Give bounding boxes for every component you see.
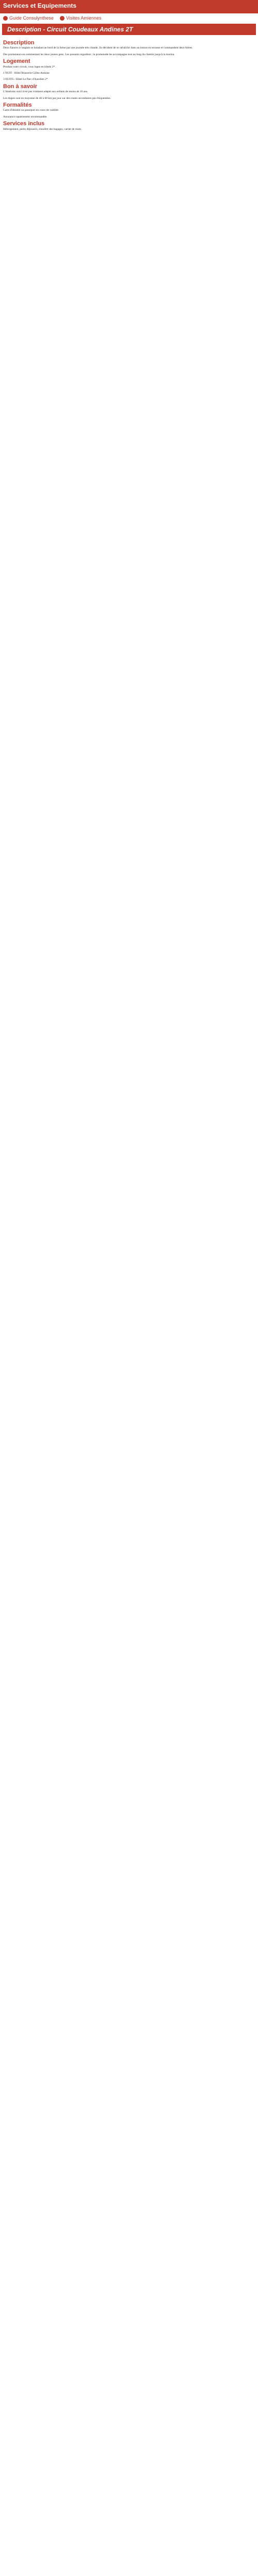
paragraph: 1 NUIT - Hôtel Brasserie Gilles-Antoine [3,72,50,75]
top-bar [0,0,258,13]
paragraph: Assurance rapatriement recommandée. [3,115,47,118]
paragraph: Des promeneurs en commentant les deux jeunes gens. Les passants regardent ; la promenade les accompagne tout au long du chemin jusqu'à la marina. [3,53,175,56]
nav-label: Guide Consulynthese [9,15,54,21]
paragraph: Pendant votre circuit, vous logez en hôtels 2*. [3,65,56,69]
top-nav [0,13,258,23]
section-heading: Formalités [3,102,32,109]
nav-item-visites[interactable] [60,15,101,21]
section-heading: Services inclus [3,121,45,127]
paragraph: Deux fiancés à l'anglais se baladant au bord de la Seine par une journée très chaude. Ils décident de se rafraîchir dans un bistrot en terrasse et commandent deux bières. [3,46,193,50]
page-banner: Description - Circuit Coudeaux Andines 2T [2,24,256,35]
main-content [0,36,258,136]
paragraph: Hébergement, petits déjeuners, transfert des bagages, carnet de route. [3,127,82,131]
nav-bullet-icon [3,16,8,21]
paragraph: Carte d'identité ou passeport en cours de validité. [3,109,59,112]
nav-bullet-icon [60,16,64,21]
nav-item-guide[interactable] [3,15,54,21]
section-heading: Logement [3,58,30,65]
section-heading: Bon à savoir [3,83,38,90]
section-heading: Description [3,40,35,46]
paragraph: L'itinéraire suivi n'est pas vraiment adapté aux enfants de moins de 10 ans. [3,90,88,94]
nav-label: Visites Amiennes [66,15,102,21]
paragraph: Les étapes sont en moyenne de 40 à 60 km par jour sur des routes secondaires peu fréquentées. [3,96,111,100]
paragraph: 3 NUITS - Hôtel Le Parc d'Aurelien 2* [3,78,48,81]
site-title: Services et Equipements [3,2,77,9]
